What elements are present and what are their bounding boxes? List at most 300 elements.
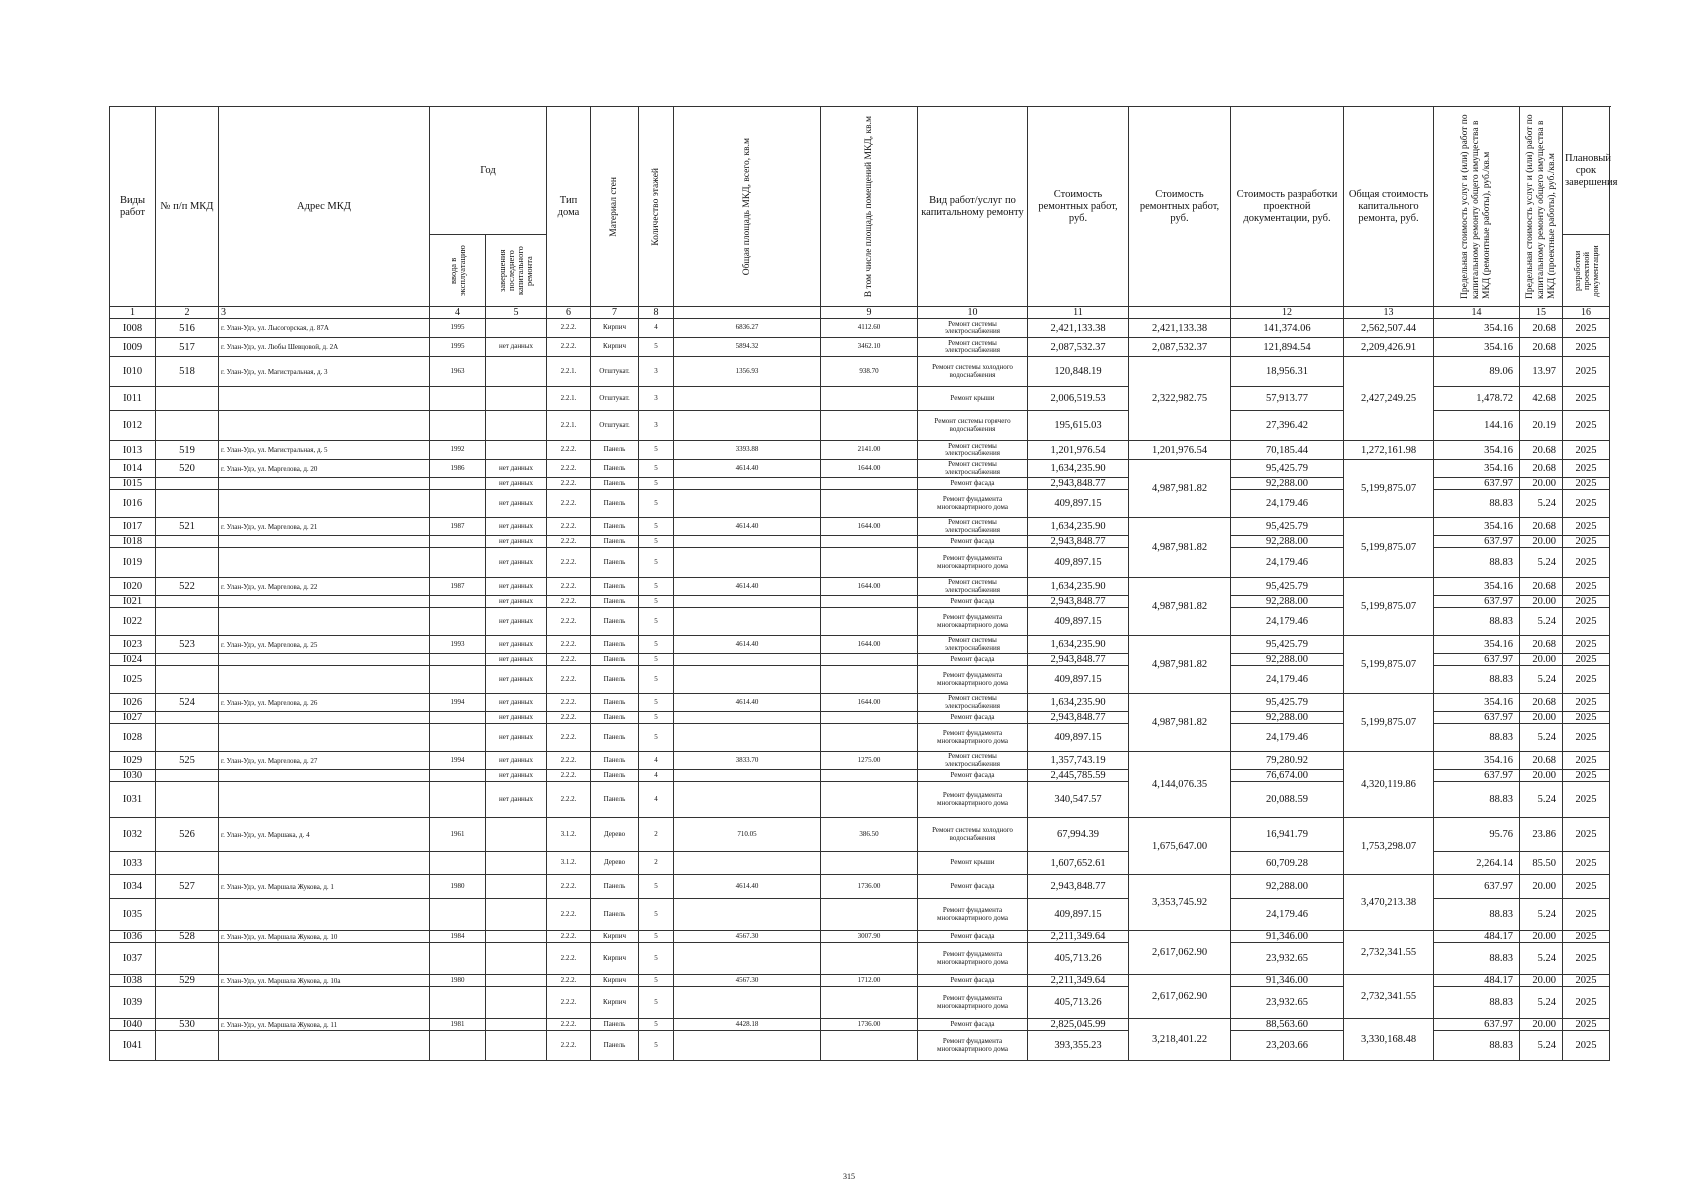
cell-house-type: 2.2.2.: [547, 608, 591, 636]
cell-house-type: 2.2.2.: [547, 596, 591, 608]
cell-total-area: 4614.40: [674, 460, 821, 478]
cell-total-area: [674, 608, 821, 636]
cell-max-cost-repair: 88.83: [1434, 899, 1520, 931]
cell-mkd-number: [156, 712, 219, 724]
cell-year-commissioned: 1963: [430, 357, 486, 387]
cell-work-kind: Ремонт крыши: [918, 387, 1028, 411]
cell-max-cost-repair: 484.17: [1434, 975, 1520, 987]
colnum: 1: [110, 307, 156, 319]
cell-max-cost-repair: 2,264.14: [1434, 852, 1520, 875]
cell-work-id: I035: [110, 899, 156, 931]
cell-total-area: 4614.40: [674, 578, 821, 596]
cell-floors: 2: [639, 818, 674, 852]
cell-wall-material: Панель: [591, 782, 639, 818]
cell-floors: 4: [639, 770, 674, 782]
cell-max-cost-repair: 354.16: [1434, 578, 1520, 596]
cell-design-cost: 121,894.54: [1231, 338, 1344, 357]
cell-max-cost-repair: 637.97: [1434, 1019, 1520, 1031]
cell-year-last-repair: нет данных: [486, 548, 547, 578]
cell-year-commissioned: [430, 852, 486, 875]
cell-total-area: [674, 987, 821, 1019]
cell-address: г. Улан-Удэ, ул. Маршала Жукова, д. 11: [219, 1019, 430, 1031]
cell-premises-area: 3007.90: [821, 931, 918, 943]
cell-repair-cost: 2,421,133.38: [1028, 319, 1129, 338]
cell-work-kind: Ремонт фундамента многоквартирного дома: [918, 1031, 1028, 1061]
cell-design-cost: 23,932.65: [1231, 943, 1344, 975]
cell-wall-material: Отштукат.: [591, 387, 639, 411]
cell-max-cost-repair: 95.76: [1434, 818, 1520, 852]
cell-year-commissioned: [430, 548, 486, 578]
cell-max-cost-design: 20.00: [1520, 712, 1563, 724]
cell-total-area: 4567.30: [674, 931, 821, 943]
cell-mkd-number: [156, 943, 219, 975]
cell-work-kind: Ремонт системы горячего водоснабжения: [918, 411, 1028, 441]
cell-premises-area: [821, 987, 918, 1019]
cell-mkd-number: 518: [156, 357, 219, 387]
cell-floors: 5: [639, 1031, 674, 1061]
cell-house-type: 2.2.2.: [547, 875, 591, 899]
repair-plan-table: [109, 106, 1618, 1061]
cell-wall-material: Панель: [591, 490, 639, 518]
cell-work-id: I028: [110, 724, 156, 752]
cell-deadline-design: 2025: [1563, 931, 1610, 943]
cell-floors: 5: [639, 578, 674, 596]
cell-mkd-number: [156, 987, 219, 1019]
colnum: 3: [219, 307, 430, 319]
cell-max-cost-repair: 88.83: [1434, 1031, 1520, 1061]
cell-work-id: I019: [110, 548, 156, 578]
cell-house-type: 2.2.2.: [547, 770, 591, 782]
header-planned-deadline: Плановый срок завершения: [1563, 107, 1610, 235]
cell-premises-area: 938.70: [821, 357, 918, 387]
cell-address: [219, 608, 430, 636]
cell-max-cost-design: 20.00: [1520, 875, 1563, 899]
cell-max-cost-design: 20.68: [1520, 441, 1563, 460]
cell-max-cost-design: 5.24: [1520, 782, 1563, 818]
cell-year-commissioned: [430, 536, 486, 548]
colnum: 4: [430, 307, 486, 319]
cell-mkd-number: 524: [156, 694, 219, 712]
cell-design-cost: 95,425.79: [1231, 460, 1344, 478]
cell-work-id: I008: [110, 319, 156, 338]
cell-floors: 5: [639, 875, 674, 899]
cell-work-id: I029: [110, 752, 156, 770]
colnum: 13: [1344, 307, 1434, 319]
cell-house-type: 2.2.2.: [547, 931, 591, 943]
cell-total-area: 3833.70: [674, 752, 821, 770]
cell-total-cost: 3,330,168.48: [1344, 1019, 1434, 1061]
cell-address: г. Улан-Удэ, ул. Маршала Жукова, д. 1: [219, 875, 430, 899]
cell-address: [219, 666, 430, 694]
cell-work-kind: Ремонт фасада: [918, 478, 1028, 490]
cell-max-cost-design: 23.86: [1520, 818, 1563, 852]
cell-max-cost-repair: 88.83: [1434, 724, 1520, 752]
cell-design-cost: 70,185.44: [1231, 441, 1344, 460]
cell-address: [219, 770, 430, 782]
cell-mkd-number: 523: [156, 636, 219, 654]
cell-repair-cost-total: 3,353,745.92: [1129, 875, 1231, 931]
cell-max-cost-repair: 637.97: [1434, 478, 1520, 490]
cell-work-id: I021: [110, 596, 156, 608]
cell-deadline-design: 2025: [1563, 608, 1610, 636]
cell-max-cost-design: 20.19: [1520, 411, 1563, 441]
cell-floors: 5: [639, 724, 674, 752]
cell-max-cost-repair: 354.16: [1434, 636, 1520, 654]
cell-total-area: [674, 596, 821, 608]
cell-address: г. Улан-Удэ, ул. Маргелова, д. 22: [219, 578, 430, 596]
cell-year-last-repair: [486, 818, 547, 852]
cell-total-cost: 5,199,875.07: [1344, 694, 1434, 752]
cell-max-cost-design: 20.68: [1520, 578, 1563, 596]
cell-floors: 5: [639, 338, 674, 357]
cell-premises-area: [821, 548, 918, 578]
header-work-types: Виды работ: [110, 107, 156, 307]
cell-year-commissioned: [430, 387, 486, 411]
cell-deadline-design: 2025: [1563, 987, 1610, 1019]
cell-floors: 5: [639, 987, 674, 1019]
colnum: 7: [591, 307, 639, 319]
cell-house-type: 2.2.2.: [547, 636, 591, 654]
cell-total-area: [674, 536, 821, 548]
cell-deadline-design: 2025: [1563, 712, 1610, 724]
cell-floors: 5: [639, 490, 674, 518]
cell-total-area: [674, 943, 821, 975]
header-mkd-number: № п/п МКД: [156, 107, 219, 307]
cell-max-cost-design: 20.00: [1520, 931, 1563, 943]
cell-max-cost-repair: 354.16: [1434, 319, 1520, 338]
cell-total-cost: 1,272,161.98: [1344, 441, 1434, 460]
cell-repair-cost-total: 1,201,976.54: [1129, 441, 1231, 460]
cell-year-last-repair: [486, 987, 547, 1019]
cell-address: [219, 548, 430, 578]
cell-work-id: I022: [110, 608, 156, 636]
cell-max-cost-design: 20.68: [1520, 338, 1563, 357]
cell-repair-cost-total: 4,987,981.82: [1129, 636, 1231, 694]
cell-work-kind: Ремонт фундамента многоквартирного дома: [918, 608, 1028, 636]
cell-year-last-repair: нет данных: [486, 636, 547, 654]
cell-work-kind: Ремонт системы холодного водоснабжения: [918, 357, 1028, 387]
cell-house-type: 2.2.2.: [547, 319, 591, 338]
cell-address: [219, 596, 430, 608]
cell-house-type: 2.2.2.: [547, 338, 591, 357]
cell-repair-cost: 1,634,235.90: [1028, 578, 1129, 596]
cell-floors: 5: [639, 478, 674, 490]
cell-work-kind: Ремонт фасада: [918, 712, 1028, 724]
cell-work-id: I011: [110, 387, 156, 411]
cell-total-area: [674, 478, 821, 490]
cell-design-cost: 92,288.00: [1231, 596, 1344, 608]
cell-mkd-number: 517: [156, 338, 219, 357]
cell-wall-material: Панель: [591, 608, 639, 636]
cell-work-kind: Ремонт системы электроснабжения: [918, 636, 1028, 654]
header-wall-material: Материал стен: [591, 107, 639, 307]
cell-work-kind: Ремонт фундамента многоквартирного дома: [918, 987, 1028, 1019]
cell-address: [219, 490, 430, 518]
cell-mkd-number: [156, 1031, 219, 1061]
cell-address: г. Улан-Удэ, ул. Маршала Жукова, д. 10а: [219, 975, 430, 987]
cell-floors: 3: [639, 387, 674, 411]
cell-repair-cost: 67,994.39: [1028, 818, 1129, 852]
cell-address: г. Улан-Удэ, ул. Маргелова, д. 20: [219, 460, 430, 478]
cell-total-area: [674, 490, 821, 518]
cell-work-kind: Ремонт системы электроснабжения: [918, 518, 1028, 536]
cell-max-cost-design: 20.00: [1520, 536, 1563, 548]
cell-premises-area: 3462.10: [821, 338, 918, 357]
cell-mkd-number: 522: [156, 578, 219, 596]
cell-year-commissioned: 1993: [430, 636, 486, 654]
cell-house-type: 2.2.2.: [547, 712, 591, 724]
cell-deadline-design: 2025: [1563, 536, 1610, 548]
cell-max-cost-repair: 1,478.72: [1434, 387, 1520, 411]
cell-work-id: I034: [110, 875, 156, 899]
cell-max-cost-design: 5.24: [1520, 987, 1563, 1019]
cell-total-area: 4614.40: [674, 875, 821, 899]
cell-wall-material: Кирпич: [591, 338, 639, 357]
cell-repair-cost-total: 2,617,062.90: [1129, 975, 1231, 1019]
cell-mkd-number: [156, 548, 219, 578]
cell-repair-cost: 1,634,235.90: [1028, 518, 1129, 536]
cell-total-cost: 2,427,249.25: [1344, 357, 1434, 441]
cell-year-last-repair: нет данных: [486, 608, 547, 636]
cell-work-kind: Ремонт фундамента многоквартирного дома: [918, 548, 1028, 578]
cell-address: г. Улан-Удэ, ул. Маргелова, д. 26: [219, 694, 430, 712]
cell-floors: 5: [639, 518, 674, 536]
cell-mkd-number: [156, 899, 219, 931]
cell-max-cost-design: 5.24: [1520, 490, 1563, 518]
cell-year-last-repair: нет данных: [486, 490, 547, 518]
cell-max-cost-repair: 354.16: [1434, 338, 1520, 357]
cell-design-cost: 24,179.46: [1231, 899, 1344, 931]
cell-wall-material: Панель: [591, 518, 639, 536]
cell-design-cost: 23,203.66: [1231, 1031, 1344, 1061]
cell-work-kind: Ремонт фасада: [918, 931, 1028, 943]
cell-year-last-repair: нет данных: [486, 536, 547, 548]
cell-work-id: I013: [110, 441, 156, 460]
cell-floors: 5: [639, 899, 674, 931]
cell-year-last-repair: нет данных: [486, 654, 547, 666]
cell-total-cost: 5,199,875.07: [1344, 460, 1434, 518]
cell-max-cost-design: 20.68: [1520, 460, 1563, 478]
cell-design-cost: 92,288.00: [1231, 536, 1344, 548]
cell-work-kind: Ремонт системы электроснабжения: [918, 319, 1028, 338]
cell-year-commissioned: 1994: [430, 752, 486, 770]
cell-wall-material: Панель: [591, 752, 639, 770]
cell-repair-cost: 409,897.15: [1028, 548, 1129, 578]
cell-mkd-number: 520: [156, 460, 219, 478]
cell-work-kind: Ремонт фасада: [918, 536, 1028, 548]
cell-max-cost-repair: 88.83: [1434, 782, 1520, 818]
cell-repair-cost: 2,445,785.59: [1028, 770, 1129, 782]
cell-house-type: 2.2.2.: [547, 441, 591, 460]
header-premises-area: В том числе площадь помещений МКД, кв.м: [821, 107, 918, 307]
cell-work-kind: Ремонт фундамента многоквартирного дома: [918, 724, 1028, 752]
cell-max-cost-design: 5.24: [1520, 1031, 1563, 1061]
cell-total-area: [674, 899, 821, 931]
cell-work-id: I020: [110, 578, 156, 596]
cell-total-area: 4614.40: [674, 694, 821, 712]
cell-total-area: 710.05: [674, 818, 821, 852]
table-row: [110, 578, 1610, 596]
cell-max-cost-repair: 144.16: [1434, 411, 1520, 441]
cell-year-commissioned: [430, 666, 486, 694]
cell-max-cost-design: 20.68: [1520, 636, 1563, 654]
cell-wall-material: Панель: [591, 712, 639, 724]
cell-floors: 5: [639, 441, 674, 460]
cell-repair-cost: 2,943,848.77: [1028, 536, 1129, 548]
cell-max-cost-design: 85.50: [1520, 852, 1563, 875]
cell-repair-cost: 409,897.15: [1028, 666, 1129, 694]
cell-year-last-repair: нет данных: [486, 694, 547, 712]
cell-work-kind: Ремонт фундамента многоквартирного дома: [918, 490, 1028, 518]
cell-repair-cost: 2,943,848.77: [1028, 478, 1129, 490]
cell-wall-material: Панель: [591, 478, 639, 490]
cell-year-commissioned: [430, 478, 486, 490]
cell-premises-area: [821, 782, 918, 818]
header-address: Адрес МКД: [219, 107, 430, 307]
colnum: [674, 307, 821, 319]
cell-total-area: [674, 654, 821, 666]
cell-max-cost-repair: 88.83: [1434, 608, 1520, 636]
cell-work-id: I040: [110, 1019, 156, 1031]
cell-floors: 5: [639, 666, 674, 694]
cell-repair-cost-total: 2,421,133.38: [1129, 319, 1231, 338]
cell-house-type: 2.2.2.: [547, 666, 591, 694]
cell-year-last-repair: [486, 852, 547, 875]
cell-max-cost-repair: 354.16: [1434, 460, 1520, 478]
cell-max-cost-repair: 354.16: [1434, 441, 1520, 460]
cell-design-cost: 91,346.00: [1231, 931, 1344, 943]
cell-year-commissioned: 1994: [430, 694, 486, 712]
cell-work-kind: Ремонт системы электроснабжения: [918, 441, 1028, 460]
cell-premises-area: [821, 712, 918, 724]
cell-design-cost: 24,179.46: [1231, 724, 1344, 752]
cell-mkd-number: [156, 490, 219, 518]
cell-premises-area: 1736.00: [821, 875, 918, 899]
cell-address: [219, 899, 430, 931]
cell-year-last-repair: [486, 1031, 547, 1061]
cell-house-type: 2.2.2.: [547, 518, 591, 536]
cell-wall-material: Кирпич: [591, 975, 639, 987]
cell-design-cost: 57,913.77: [1231, 387, 1344, 411]
cell-max-cost-repair: 354.16: [1434, 694, 1520, 712]
cell-repair-cost: 2,087,532.37: [1028, 338, 1129, 357]
cell-repair-cost: 1,634,235.90: [1028, 460, 1129, 478]
cell-wall-material: Панель: [591, 875, 639, 899]
document-table-wrapper: [109, 106, 1618, 1061]
cell-design-cost: 92,288.00: [1231, 875, 1344, 899]
cell-premises-area: [821, 770, 918, 782]
cell-deadline-design: 2025: [1563, 596, 1610, 608]
header-repair-cost: Стоимость ремонтных работ, руб.: [1028, 107, 1129, 307]
cell-deadline-design: 2025: [1563, 899, 1610, 931]
table-row: [110, 752, 1610, 770]
cell-floors: 4: [639, 752, 674, 770]
cell-design-cost: 24,179.46: [1231, 666, 1344, 694]
cell-mkd-number: [156, 608, 219, 636]
cell-premises-area: 1644.00: [821, 460, 918, 478]
cell-work-id: I032: [110, 818, 156, 852]
table-row: [110, 818, 1610, 852]
colnum: 2: [156, 307, 219, 319]
cell-year-last-repair: нет данных: [486, 712, 547, 724]
cell-year-commissioned: 1992: [430, 441, 486, 460]
cell-design-cost: 95,425.79: [1231, 578, 1344, 596]
cell-mkd-number: 530: [156, 1019, 219, 1031]
cell-design-cost: 18,956.31: [1231, 357, 1344, 387]
table-row: [110, 931, 1610, 943]
cell-floors: 4: [639, 782, 674, 818]
cell-deadline-design: 2025: [1563, 411, 1610, 441]
cell-year-commissioned: [430, 608, 486, 636]
page-number: 315: [843, 1172, 855, 1181]
cell-max-cost-repair: 484.17: [1434, 931, 1520, 943]
cell-max-cost-repair: 354.16: [1434, 518, 1520, 536]
cell-premises-area: [821, 1031, 918, 1061]
cell-house-type: 2.2.2.: [547, 536, 591, 548]
cell-work-kind: Ремонт крыши: [918, 852, 1028, 875]
cell-mkd-number: 516: [156, 319, 219, 338]
table-row: [110, 1019, 1610, 1031]
cell-total-cost: 2,209,426.91: [1344, 338, 1434, 357]
cell-deadline-design: 2025: [1563, 654, 1610, 666]
cell-premises-area: 386.50: [821, 818, 918, 852]
cell-premises-area: [821, 490, 918, 518]
cell-premises-area: [821, 478, 918, 490]
cell-floors: 5: [639, 460, 674, 478]
cell-repair-cost: 2,943,848.77: [1028, 654, 1129, 666]
cell-wall-material: Кирпич: [591, 319, 639, 338]
cell-year-last-repair: [486, 899, 547, 931]
cell-floors: 2: [639, 852, 674, 875]
cell-floors: 5: [639, 1019, 674, 1031]
cell-work-kind: Ремонт фасада: [918, 1019, 1028, 1031]
cell-repair-cost: 340,547.57: [1028, 782, 1129, 818]
cell-wall-material: Кирпич: [591, 943, 639, 975]
cell-house-type: 2.2.2.: [547, 724, 591, 752]
cell-mkd-number: [156, 666, 219, 694]
cell-year-commissioned: [430, 770, 486, 782]
cell-address: [219, 1031, 430, 1061]
cell-year-commissioned: [430, 782, 486, 818]
cell-work-id: I027: [110, 712, 156, 724]
cell-wall-material: Кирпич: [591, 987, 639, 1019]
header-design-cost: Стоимость разработки проектной документации, руб.: [1231, 107, 1344, 307]
cell-repair-cost-total: 2,087,532.37: [1129, 338, 1231, 357]
cell-deadline-design: 2025: [1563, 518, 1610, 536]
cell-max-cost-repair: 89.06: [1434, 357, 1520, 387]
cell-address: [219, 411, 430, 441]
cell-max-cost-repair: 88.83: [1434, 987, 1520, 1019]
cell-premises-area: [821, 596, 918, 608]
cell-floors: 5: [639, 654, 674, 666]
cell-house-type: 2.2.2.: [547, 548, 591, 578]
header-year-commissioned: ввода в эксплуатацию: [430, 235, 486, 307]
colnum: 6: [547, 307, 591, 319]
cell-total-area: 5894.32: [674, 338, 821, 357]
cell-floors: 5: [639, 943, 674, 975]
cell-repair-cost: 409,897.15: [1028, 899, 1129, 931]
colnum: 12: [1231, 307, 1344, 319]
table-row: [110, 636, 1610, 654]
cell-work-id: I018: [110, 536, 156, 548]
cell-total-area: 1356.93: [674, 357, 821, 387]
cell-premises-area: 1644.00: [821, 636, 918, 654]
cell-design-cost: 16,941.79: [1231, 818, 1344, 852]
cell-repair-cost: 409,897.15: [1028, 490, 1129, 518]
cell-house-type: 2.2.2.: [547, 578, 591, 596]
cell-design-cost: 60,709.28: [1231, 852, 1344, 875]
cell-design-cost: 24,179.46: [1231, 548, 1344, 578]
